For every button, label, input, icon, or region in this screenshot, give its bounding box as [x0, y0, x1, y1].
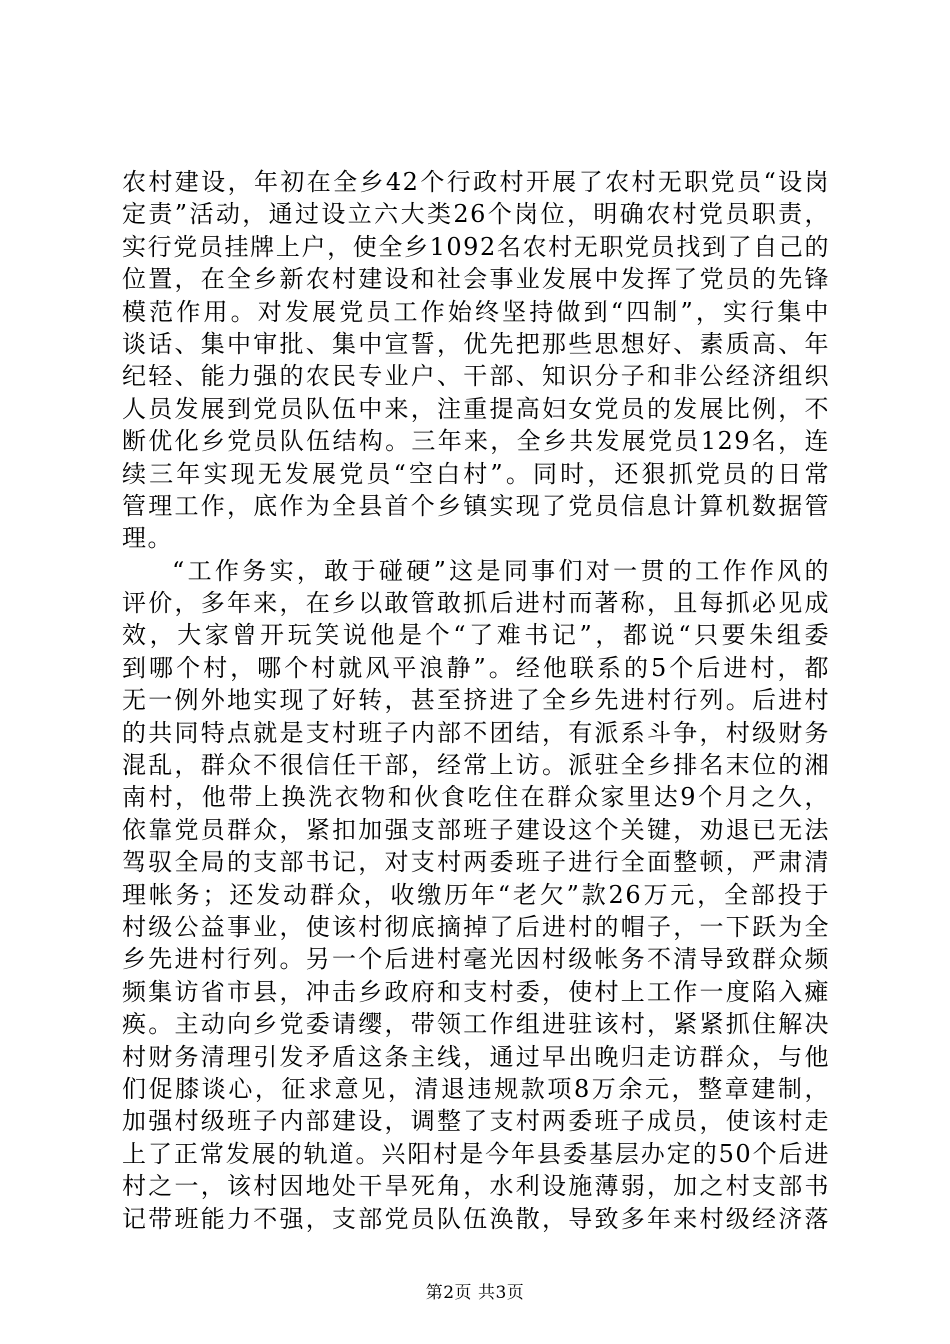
- text-line: 驾驭全局的支部书记，对支村两委班子进行全面整顿，严肃清: [122, 848, 830, 877]
- text-line: 谈话、集中审批、集中宣誓，优先把那些思想好、素质高、年: [122, 329, 830, 358]
- text-line: 们促膝谈心，征求意见，清退违规款项8万余元，整章建制，: [122, 1074, 830, 1103]
- text-line: 纪轻、能力强的农民专业户、干部、知识分子和非公经济组织: [122, 362, 830, 391]
- text-line: 加强村级班子内部建设，调整了支村两委班子成员，使该村走: [122, 1107, 830, 1136]
- text-line: 到哪个村，哪个村就风平浪静”。经他联系的5个后进村，都: [122, 653, 830, 682]
- text-line: 村级公益事业，使该村彻底摘掉了后进村的帽子，一下跃为全: [122, 912, 830, 941]
- text-line: 人员发展到党员队伍中来，注重提高妇女党员的发展比例，不: [122, 394, 830, 423]
- text-line: 频集访省市县，冲击乡政府和支村委，使村上工作一度陷入瘫: [122, 977, 830, 1006]
- text-line: 痪。主动向乡党委请缨，带领工作组进驻该村，紧紧抓住解决: [122, 1010, 830, 1039]
- text-line: 的共同特点就是支村班子内部不团结，有派系斗争，村级财务: [122, 718, 830, 747]
- text-line: 农村建设，年初在全乡42个行政村开展了农村无职党员“设岗: [122, 168, 830, 196]
- text-line: 续三年实现无发展党员“空白村”。同时，还狠抓党员的日常: [122, 459, 830, 488]
- document-body: [122, 166, 830, 1235]
- text-line: 记带班能力不强，支部党员队伍涣散，导致多年来村级经济落: [122, 1204, 830, 1233]
- text-line: “工作务实，敢于碰硬”这是同事们对一贯的工作作风的: [172, 556, 830, 585]
- text-line: 乡先进村行列。另一个后进村毫光因村级帐务不清导致群众频: [122, 945, 830, 974]
- text-line: 效，大家曾开玩笑说他是个“了难书记”，都说“只要朱组委: [122, 621, 830, 650]
- paragraph-2: [122, 555, 830, 1235]
- text-line: 模范作用。对发展党员工作始终坚持做到“四制”，实行集中: [122, 297, 830, 326]
- text-line: 无一例外地实现了好转，甚至挤进了全乡先进村行列。后进村: [122, 686, 830, 715]
- paragraph-1: [122, 166, 830, 555]
- text-line: 实行党员挂牌上户，使全乡1092名农村无职党员找到了自己的: [122, 232, 830, 261]
- text-line: 位置，在全乡新农村建设和社会事业发展中发挥了党员的先锋: [122, 265, 830, 294]
- text-line: 南村，他带上换洗衣物和伙食吃住在群众家里达9个月之久，: [122, 783, 830, 812]
- text-line: 理。: [122, 524, 173, 553]
- text-line: 评价，多年来，在乡以敢管敢抓后进村而著称，且每抓必见成: [122, 589, 830, 618]
- text-line: 理帐务；还发动群众，收缴历年“老欠”款26万元，全部投于: [122, 880, 830, 909]
- text-line: 依靠党员群众，紧扣加强支部班子建设这个关键，劝退已无法: [122, 815, 830, 844]
- text-line: 断优化乡党员队伍结构。三年来，全乡共发展党员129名，连: [122, 427, 830, 456]
- text-line: 村财务清理引发矛盾这条主线，通过早出晚归走访群众，与他: [122, 1042, 830, 1071]
- text-line: 定责”活动，通过设立六大类26个岗位，明确农村党员职责，: [122, 200, 830, 229]
- page-number-footer: 第2页 共3页: [425, 1283, 525, 1303]
- text-line: 村之一，该村因地处干旱死角，水利设施薄弱，加之村支部书: [122, 1172, 830, 1201]
- text-line: 混乱，群众不很信任干部，经常上访。派驻全乡排名末位的湘: [122, 751, 830, 780]
- text-line: 管理工作，底作为全县首个乡镇实现了党员信息计算机数据管: [122, 491, 830, 520]
- text-line: 上了正常发展的轨道。兴阳村是今年县委基层办定的50个后进: [122, 1139, 830, 1168]
